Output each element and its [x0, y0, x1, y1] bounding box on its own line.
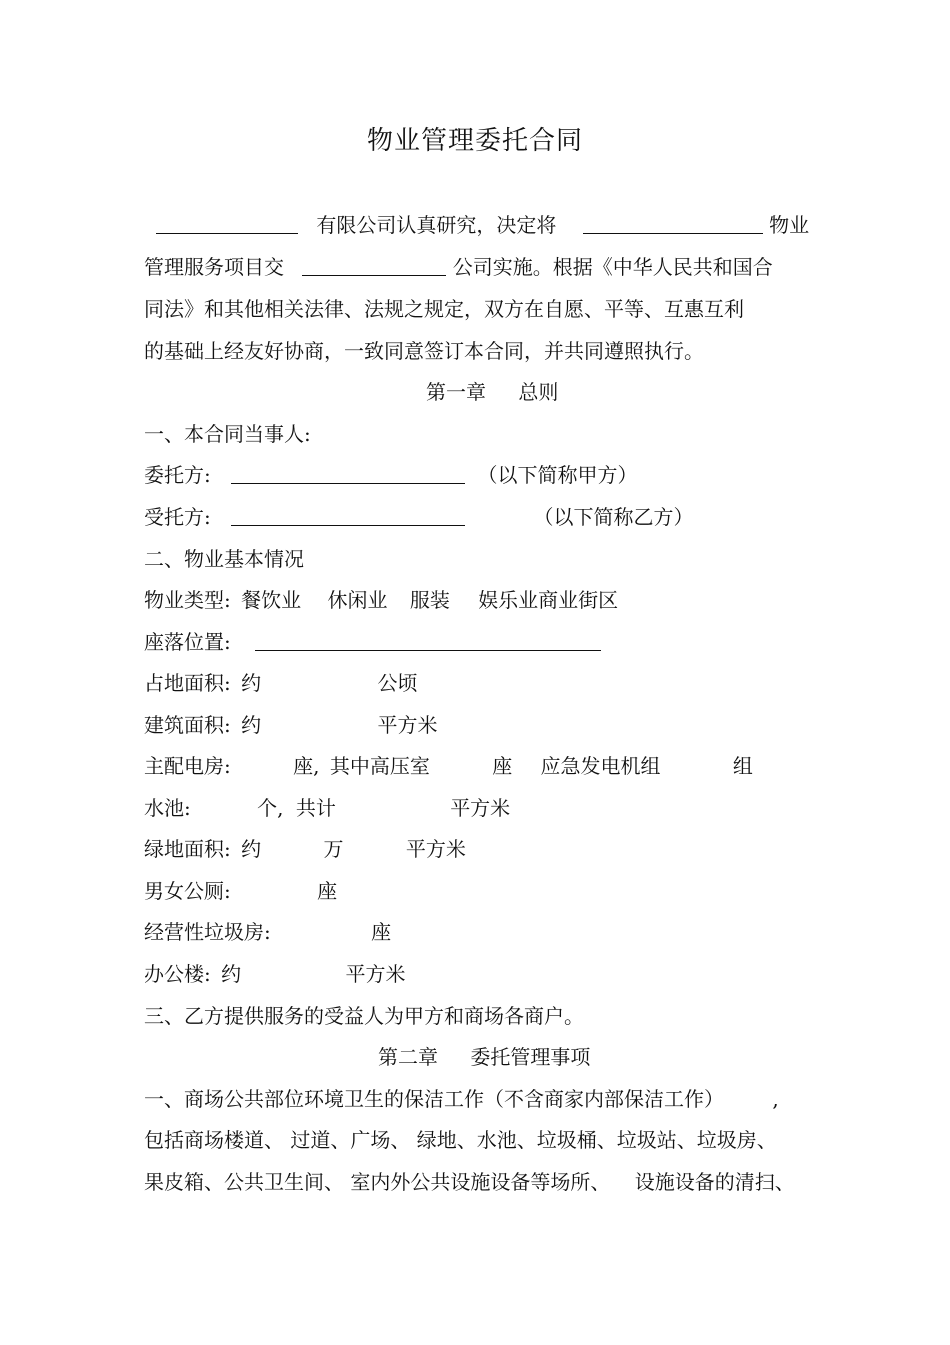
parties-heading: 一、本合同当事人: — [144, 422, 311, 446]
land-area-line: 占地面积: 约 公顷 — [144, 671, 418, 695]
pool-line: 水池: 个, 共计 平方米 — [144, 796, 511, 820]
location-line: 座落位置: — [144, 627, 601, 657]
intro-line-4: 的基础上经友好协商，一致同意签订本合同，并共同遵照执行。 — [144, 339, 704, 363]
client-line: 委托方: （以下简称甲方） — [144, 463, 638, 487]
service-company-blank — [302, 253, 446, 276]
build-area-line: 建筑面积: 约 平方米 — [144, 713, 438, 737]
type-item: 娱乐业商业街区 — [478, 588, 619, 612]
property-heading: 二、物业基本情况 — [144, 547, 304, 571]
intro-line-3: 同法》和其他相关法律、法规之规定，双方在自愿、平等、互惠互利 — [144, 297, 744, 321]
document-title: 物业管理委托合同 — [366, 126, 583, 156]
item-1-line-3: 果皮箱、公共卫生间、 室内外公共设施设备等场所、 设施设备的清扫、 — [144, 1170, 795, 1194]
item-1-line-1: 一、商场公共部位环境卫生的保洁工作（不含商家内部保洁工作） , — [144, 1087, 779, 1111]
intro-line-1: 有限公司认真研究，决定将 物业 — [156, 210, 809, 240]
company-blank — [156, 211, 298, 234]
location-blank — [255, 628, 601, 651]
garbage-room-line: 经营性垃圾房: 座 — [144, 920, 392, 944]
type-item: 休闲业 — [327, 588, 388, 612]
item-1-line-2: 包括商场楼道、 过道、广场、 绿地、水池、垃圾桶、垃圾站、垃圾房、 — [144, 1128, 777, 1152]
type-item: 餐饮业 — [241, 588, 302, 612]
chapter-1-heading: 第一章 总则 — [426, 380, 559, 404]
intro-line-2: 管理服务项目交 公司实施。根据《中华人民共和国合 — [144, 255, 773, 279]
agent-line: 受托方: （以下简称乙方） — [144, 505, 694, 529]
power-room-line: 主配电房: 座, 其中高压室 座 应急发电机组 组 — [144, 754, 753, 778]
green-area-line: 绿地面积: 约 万 平方米 — [144, 837, 466, 861]
agent-name-blank — [231, 503, 465, 526]
property-blank — [583, 211, 763, 234]
office-line: 办公楼: 约 平方米 — [144, 962, 406, 986]
type-item: 服装 — [409, 588, 450, 612]
property-type-line: 物业类型: 餐饮业 休闲业 服装 娱乐业商业街区 — [144, 588, 619, 612]
client-name-blank — [231, 461, 465, 484]
beneficiary-line: 三、乙方提供服务的受益人为甲方和商场各商户。 — [144, 1004, 584, 1028]
toilet-line: 男女公厕: 座 — [144, 879, 338, 903]
chapter-2-heading: 第二章 委托管理事项 — [378, 1045, 591, 1069]
